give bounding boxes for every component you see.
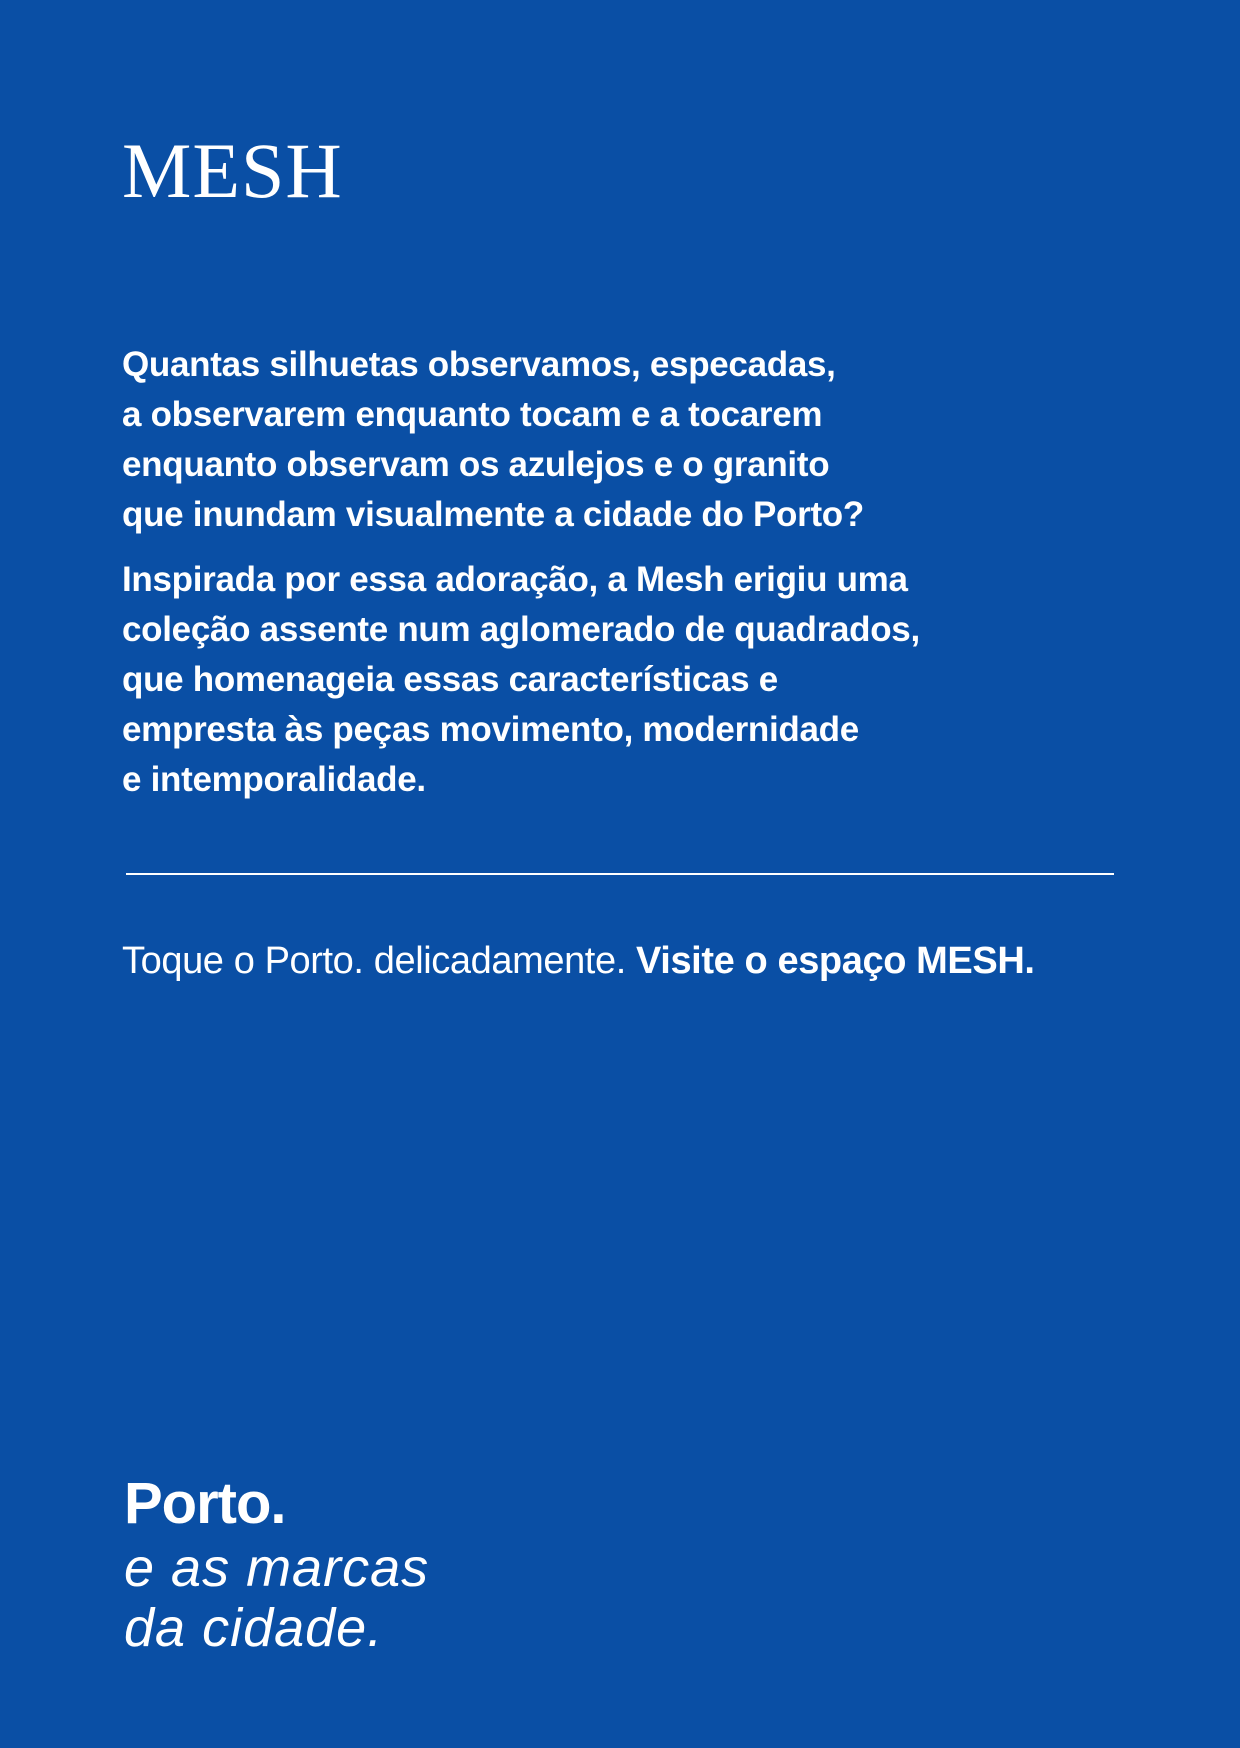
- text-line: a observarem enquanto tocam e a tocarem: [122, 395, 823, 434]
- text-line: coleção assente num aglomerado de quadrados,: [122, 610, 920, 649]
- text-line: Quantas silhuetas observamos, especadas,: [122, 345, 836, 384]
- intro-text: [122, 340, 1122, 805]
- text-line: empresta às peças movimento, modernidade: [122, 710, 859, 749]
- signature-line: e as marcas: [124, 1538, 430, 1598]
- signature-title: Porto.: [124, 1471, 286, 1536]
- text-line: que homenageia essas características e: [122, 660, 778, 699]
- text-line: e intemporalidade.: [122, 760, 426, 799]
- signature-line: da cidade.: [124, 1598, 384, 1658]
- intro-paragraph-1: [122, 340, 1122, 540]
- cta-emphasis: Visite o espaço MESH.: [636, 940, 1035, 982]
- campaign-signature: [124, 1470, 429, 1658]
- cta-text: Toque o Porto. delicadamente.: [122, 940, 626, 982]
- brand-logo: MESH: [122, 127, 343, 214]
- call-to-action: [122, 937, 1035, 985]
- text-line: enquanto observam os azulejos e o granito: [122, 445, 830, 484]
- intro-paragraph-2: [122, 555, 1122, 805]
- text-line: que inundam visualmente a cidade do Porto?: [122, 495, 864, 534]
- divider-line: [126, 873, 1114, 875]
- text-line: Inspirada por essa adoração, a Mesh erigiu uma: [122, 560, 908, 599]
